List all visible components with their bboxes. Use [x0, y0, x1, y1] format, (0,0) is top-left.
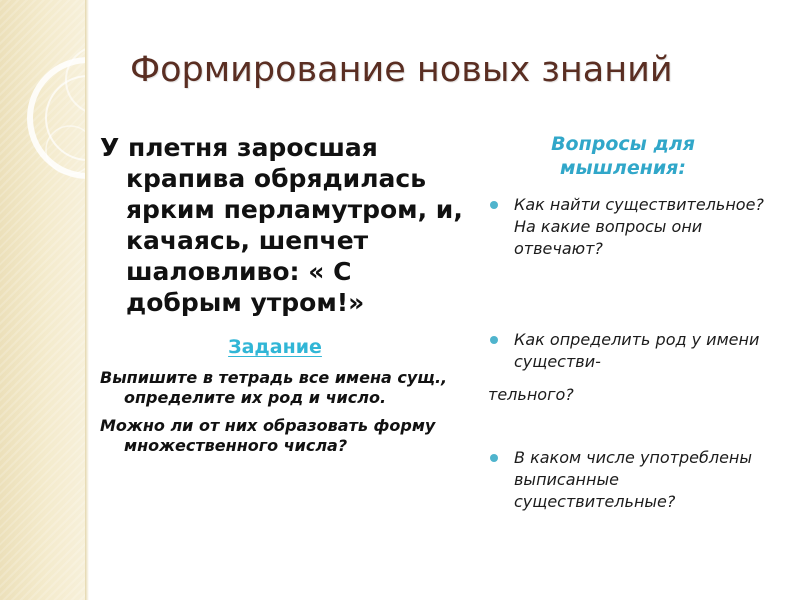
band-divider	[85, 0, 89, 600]
question-text: Как найти существительное? На какие вопросы они отвечают?	[514, 195, 764, 258]
bullet-dot-icon	[490, 454, 498, 462]
questions-column	[488, 132, 788, 511]
question-item	[488, 329, 773, 373]
question-text: В каком числе употреблены выписанные существительные?	[514, 448, 753, 511]
bullet-dot-icon	[490, 336, 498, 344]
question-text: Как определить род у имени существи-	[514, 330, 760, 371]
task-question: Можно ли от них образовать форму множественного числа?	[100, 416, 436, 455]
questions-heading: Вопросы для мышления:	[551, 133, 695, 179]
question-item	[488, 447, 773, 513]
poem-column	[100, 132, 470, 456]
question-item	[488, 194, 773, 260]
question-continuation: тельного?	[488, 385, 574, 404]
poem-text: У плетня заросшая крапива обрядилась ярким перламутром, и, качаясь, шепчет шаловливо: « С добрым утром!»	[100, 133, 463, 317]
slide-title: Формирование новых знаний	[130, 50, 673, 90]
decorative-side-band	[0, 0, 85, 600]
task-heading: Задание	[228, 336, 322, 358]
task-instruction: Выпишите в тетрадь все имена сущ., определите их род и число.	[100, 368, 448, 407]
rings-decoration-icon	[0, 0, 85, 600]
bullet-dot-icon	[490, 201, 498, 209]
